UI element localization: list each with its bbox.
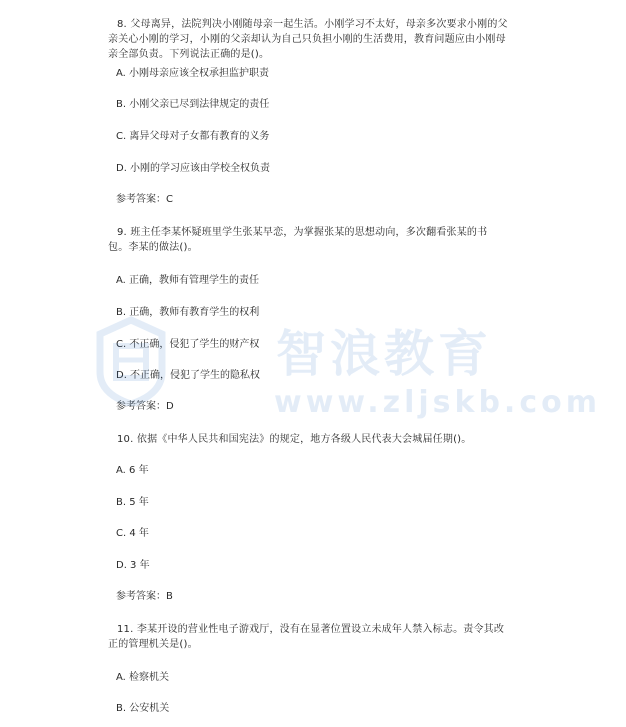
question-10-option-a: A. 6 年: [116, 465, 149, 476]
question-9-option-c: C. 不正确，侵犯了学生的财产权: [116, 339, 260, 350]
question-9-option-d: D. 不正确，侵犯了学生的隐私权: [116, 370, 261, 381]
question-10-option-d: D. 3 年: [116, 560, 150, 571]
question-11-line-1: 11. 李某开设的营业性电子游戏厅，没有在显著位置设立未成年人禁入标志。责令其改: [117, 624, 505, 635]
question-11-line-2: 正的管理机关是()。: [108, 639, 198, 650]
question-8-option-b: B. 小刚父亲已尽到法律规定的责任: [116, 99, 270, 110]
question-10-option-b: B. 5 年: [116, 497, 149, 508]
question-9-option-a: A. 正确，教师有管理学生的责任: [116, 275, 260, 286]
question-9-answer: 参考答案：D: [116, 401, 174, 412]
question-11-option-a: A. 检察机关: [116, 672, 170, 683]
question-11-option-b: B. 公安机关: [116, 703, 170, 714]
question-9-line-1: 9. 班主任李某怀疑班里学生张某早恋，为掌握张某的思想动向，多次翻看张某的书: [117, 227, 488, 238]
question-9-option-b: B. 正确，教师有教育学生的权利: [116, 307, 260, 318]
question-8-line-2: 亲关心小刚的学习，小刚的父亲却认为自己只负担小刚的生活费用，教育问题应由小刚母: [108, 34, 506, 45]
question-8-line-3: 亲全部负责。下列说法正确的是()。: [108, 49, 270, 60]
question-8-line-1: 8. 父母离异，法院判决小刚随母亲一起生活。小刚学习不太好，母亲多次要求小刚的父: [117, 19, 508, 30]
question-8-answer: 参考答案：C: [116, 194, 173, 205]
question-10-line-1: 10. 依据《中华人民共和国宪法》的规定，地方各级人民代表大会城届任期()。: [117, 434, 472, 445]
question-8-option-a: A. 小刚母亲应该全权承担监护职责: [116, 68, 270, 79]
question-10-option-c: C. 4 年: [116, 528, 149, 539]
question-8-option-c: C. 离异父母对子女都有教育的义务: [116, 131, 270, 142]
watermark-logo-icon: [96, 316, 166, 406]
question-9-line-2: 包。李某的做法()。: [108, 242, 198, 253]
question-10-answer: 参考答案：B: [116, 591, 173, 602]
question-8-option-d: D. 小刚的学习应该由学校全权负责: [116, 163, 271, 174]
watermark-url: www.zljskb.com: [274, 385, 601, 420]
watermark-brand: 智浪教育: [276, 325, 492, 383]
